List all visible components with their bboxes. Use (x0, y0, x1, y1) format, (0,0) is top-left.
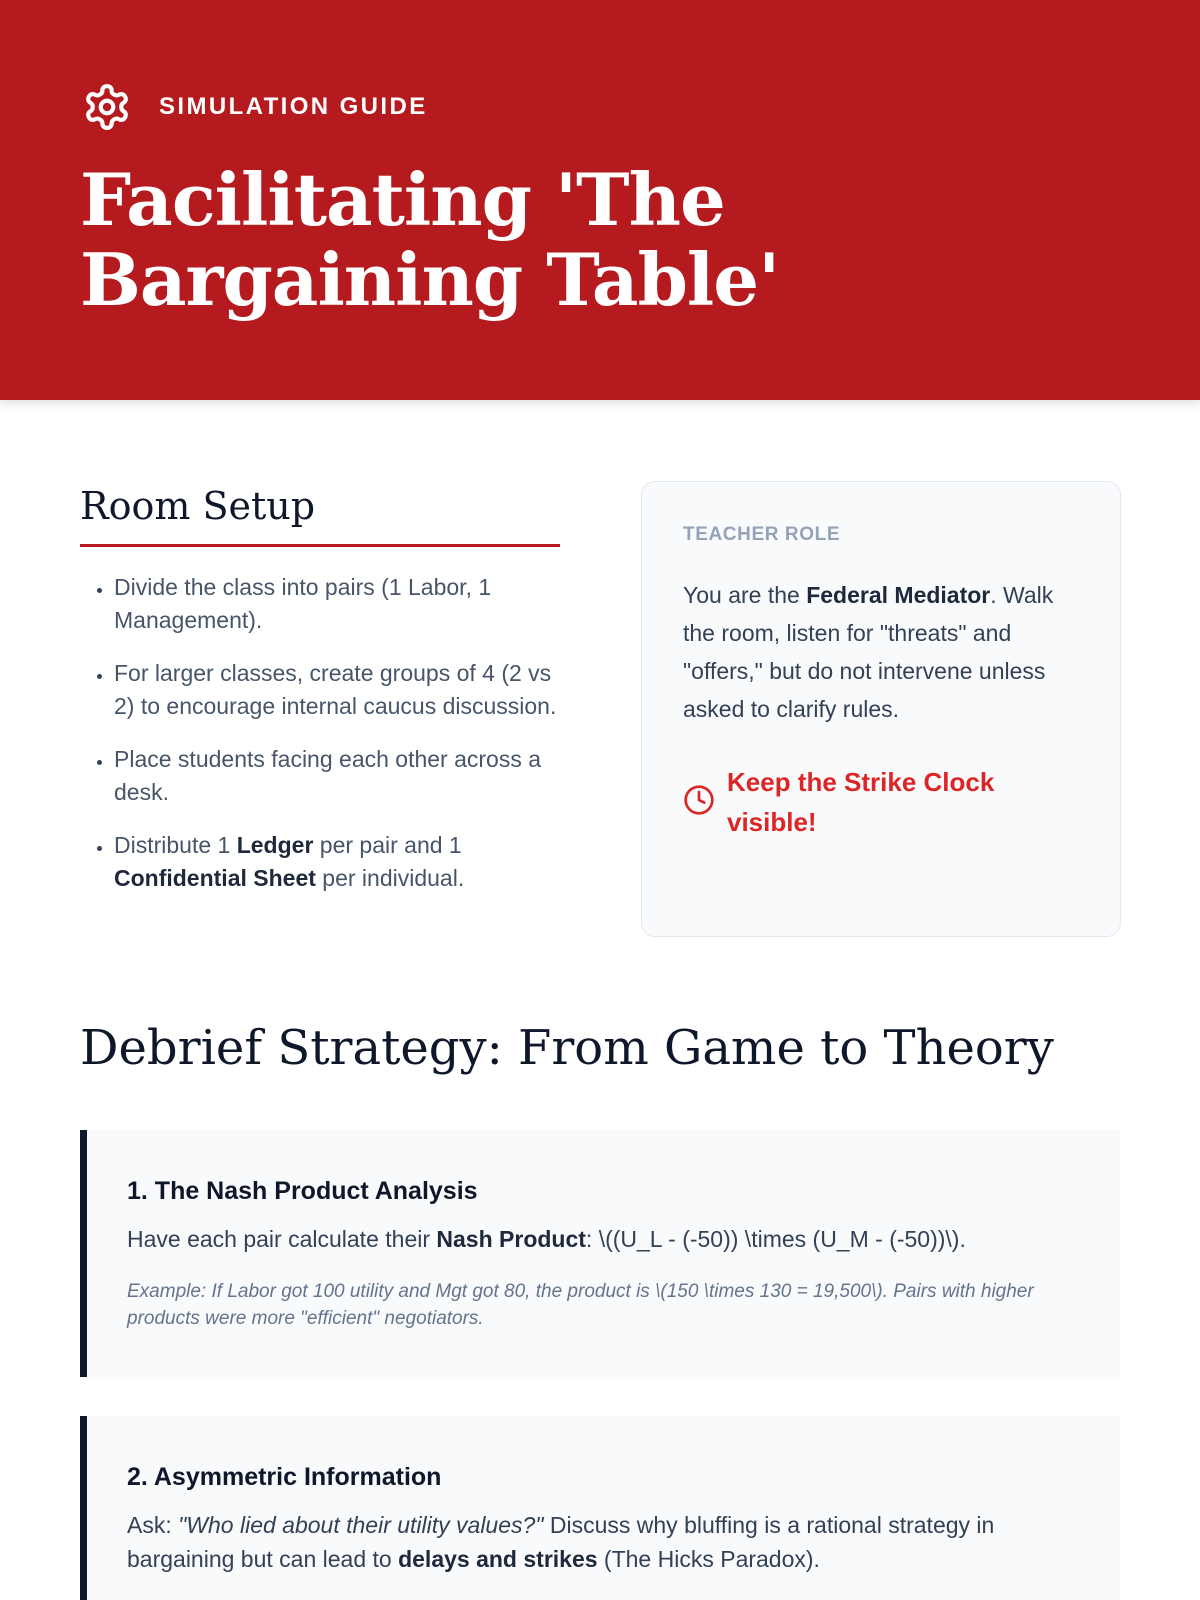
list-item-text: Distribute 1 (114, 832, 237, 858)
strategy-text-part: Have each pair calculate their (127, 1226, 437, 1252)
nash-product-term: Nash Product (436, 1226, 586, 1252)
strike-clock-alert (683, 762, 1080, 842)
strategy-text (127, 1222, 1080, 1256)
strategy-text-part: (The Hicks Paradox). (597, 1546, 820, 1572)
clock-icon (683, 762, 715, 821)
teacher-role-card (641, 481, 1121, 937)
teacher-role-text: You are the (683, 582, 807, 608)
debrief-heading: Debrief Strategy: From Game to Theory (80, 1020, 1054, 1076)
teacher-role-body (683, 576, 1080, 728)
list-item-text: Place students facing each other across a desk. (114, 746, 542, 805)
list-item (114, 571, 560, 637)
eyebrow-label: SIMULATION GUIDE (159, 93, 428, 120)
eyebrow (82, 82, 428, 132)
list-item-text: per individual. (315, 865, 465, 891)
discussion-question: "Who lied about their utility values?" (178, 1512, 544, 1538)
page-header (0, 0, 1200, 400)
list-item (114, 829, 560, 895)
strategy-text-part: Ask: (127, 1512, 179, 1538)
federal-mediator-term: Federal Mediator (806, 582, 991, 608)
ledger-term: Ledger (236, 832, 314, 858)
list-item-text: For larger classes, create groups of 4 (2 vs 2) to encourage internal caucus discussion. (114, 660, 557, 719)
list-item (114, 657, 560, 723)
room-setup-list (80, 571, 560, 895)
strategy-text-part: Discuss why bluffing is a rational strategy in bargaining but can lead to (127, 1512, 995, 1572)
strategy-text (127, 1508, 1080, 1576)
teacher-role-text: . Walk the room, listen for "threats" and "offers," but do not intervene unless asked to clarify rules. (683, 582, 1054, 722)
strategy-title: 2. Asymmetric Information (127, 1463, 442, 1491)
strategy-title: 1. The Nash Product Analysis (127, 1177, 478, 1205)
teacher-role-label: TEACHER ROLE (683, 524, 841, 545)
list-item-text: per pair and 1 (313, 832, 462, 858)
page-title: Facilitating 'The Bargaining Table' (80, 157, 780, 322)
delays-and-strikes-term: delays and strikes (398, 1546, 598, 1572)
list-item-text: Divide the class into pairs (1 Labor, 1 Management). (114, 574, 492, 633)
strategy-example-note: Example: If Labor got 100 utility and Mgt got 80, the product is \(150 \times 130 = 19,500\). Pairs with higher products were more "efficient" negotiators. (127, 1281, 1034, 1329)
strategy-card-asymmetric-information (80, 1416, 1120, 1600)
room-setup-heading: Room Setup (80, 482, 560, 547)
strategy-card-nash-product (80, 1130, 1120, 1377)
list-item (114, 743, 560, 809)
nash-product-formula: : \((U_L - (-50)) \times (U_M - (-50))\). (585, 1226, 966, 1252)
strike-clock-alert-text: Keep the Strike Clock visible! (727, 767, 995, 837)
room-setup-section (80, 482, 560, 915)
gear-icon (82, 82, 132, 132)
confidential-sheet-term: Confidential Sheet (114, 865, 316, 891)
